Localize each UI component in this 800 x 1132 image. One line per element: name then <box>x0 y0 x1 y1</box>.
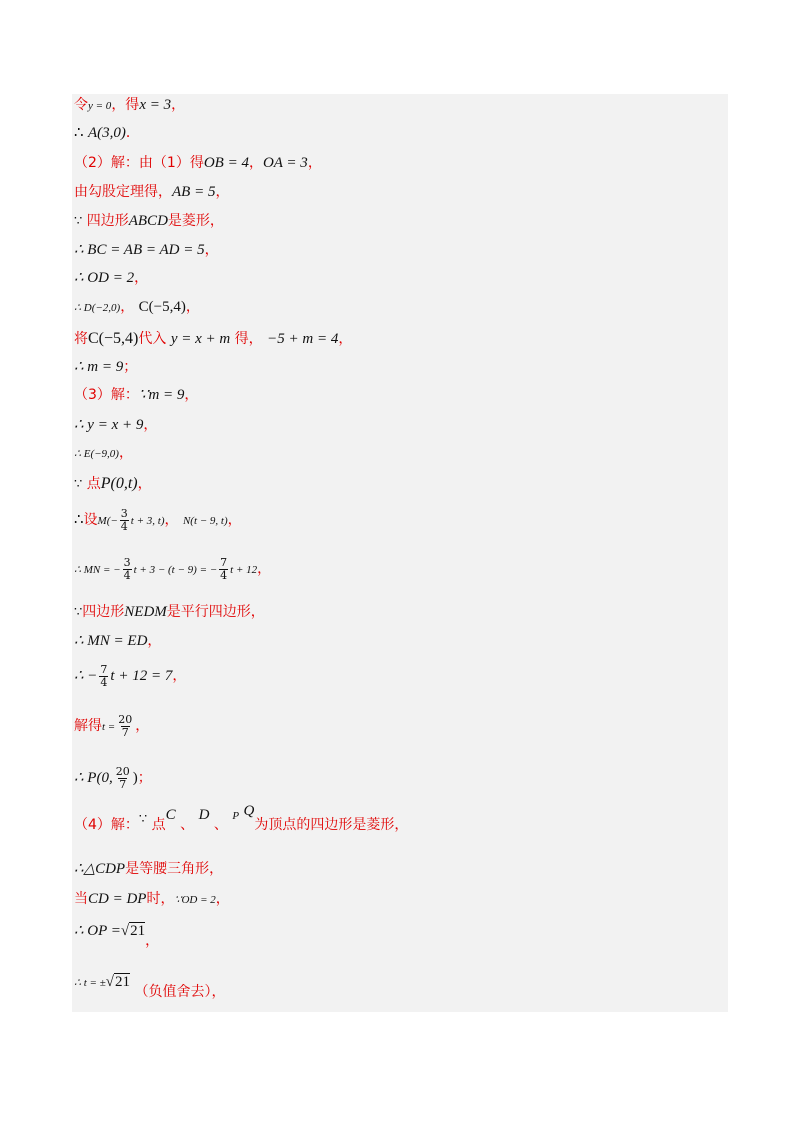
formula: t + 12 = 7 <box>110 668 173 685</box>
line-2 <box>74 126 140 141</box>
formula: ∴ OP = <box>74 923 121 939</box>
text: （2）解：由（1）得 <box>74 155 204 171</box>
text: 、 <box>213 817 228 833</box>
line-4 <box>74 185 229 200</box>
formula: ∴ D(−2,0) <box>74 302 121 314</box>
line-11 <box>74 388 198 403</box>
formula: ∴ P(0, <box>74 770 113 787</box>
line-1 <box>74 98 185 113</box>
text: ， <box>184 387 199 403</box>
text: ，得 <box>111 97 140 113</box>
text: （4）解： <box>74 817 139 833</box>
formula: t = <box>102 721 116 734</box>
text: ； <box>137 770 152 787</box>
text: 将 <box>74 331 88 347</box>
text: ， <box>120 299 135 315</box>
line-21 <box>74 766 152 790</box>
formula: A(3,0) <box>88 125 126 141</box>
line-19 <box>74 664 186 688</box>
text: 是菱形， <box>167 213 224 229</box>
text: 设 <box>83 512 98 529</box>
formula: ∴ − <box>74 668 98 685</box>
fraction: $\frac{7}{4}$ <box>220 556 228 582</box>
text: 是平行四边形， <box>166 604 265 620</box>
formula: D <box>198 807 210 823</box>
line-12 <box>74 418 157 433</box>
line-18 <box>74 634 161 649</box>
formula: y = x + m <box>170 331 231 347</box>
line-14 <box>74 476 152 492</box>
text: ， <box>248 155 263 171</box>
because-symbol: ∵ <box>74 604 83 619</box>
formula: P <box>232 810 240 822</box>
text: 四边形 <box>82 604 125 620</box>
formula: y = 0 <box>88 100 112 112</box>
text: ， <box>257 561 272 578</box>
line-20 <box>74 714 149 738</box>
therefore-symbol: ∴ <box>74 512 84 529</box>
line-7 <box>74 271 148 286</box>
formula: ∴ t = ± <box>74 977 106 989</box>
formula: ∴ MN = ED <box>74 633 148 649</box>
text: 解得 <box>74 718 102 735</box>
text: ， <box>118 445 133 461</box>
text: ， <box>134 270 149 286</box>
text: ， <box>135 718 150 735</box>
text: 为顶点的四边形是菱形， <box>254 817 409 833</box>
sqrt-icon: √ <box>120 923 130 939</box>
text: ， <box>171 97 186 113</box>
formula: ∴ MN = − <box>74 564 121 577</box>
text: ， <box>145 933 160 949</box>
therefore-symbol: ∴ <box>74 125 84 141</box>
radicand: 21 <box>130 923 146 939</box>
formula: ∴ m = 9 <box>74 359 124 375</box>
line-13 <box>74 446 133 460</box>
formula: P(0,t) <box>100 475 138 492</box>
text: ， <box>172 668 187 685</box>
text: 代入 <box>138 331 167 347</box>
fraction: $\frac{3}{4}$ <box>120 507 128 533</box>
line-3 <box>74 156 322 171</box>
formula: ∴ BC = AB = AD = 5 <box>74 242 205 258</box>
text: 令 <box>74 97 88 113</box>
text: ， <box>143 417 158 433</box>
line-17 <box>74 605 265 620</box>
formula: t + 12 <box>230 564 258 577</box>
text: ； <box>123 359 138 375</box>
because-symbol: ∵ <box>138 811 148 826</box>
formula: OA = 3 <box>262 155 308 171</box>
line-24 <box>74 892 230 907</box>
line-10 <box>74 360 137 375</box>
line-16 <box>74 557 271 581</box>
text: ， <box>185 299 200 315</box>
formula: x = 3 <box>139 97 172 113</box>
formula: N(t − 9, t) <box>182 515 228 528</box>
text: ， <box>215 891 230 907</box>
text: ， <box>215 184 230 200</box>
line-5 <box>74 214 224 229</box>
text: 是等腰三角形， <box>125 861 224 877</box>
line-25 <box>74 923 160 949</box>
line-6 <box>74 243 219 258</box>
line-8 <box>74 300 200 315</box>
because-symbol: ∵ <box>74 476 83 491</box>
text: 点 <box>151 817 166 833</box>
fraction: $\frac{3}{4}$ <box>123 556 131 582</box>
text: ， <box>147 633 162 649</box>
formula: C <box>165 807 176 823</box>
line-22 <box>74 803 409 833</box>
text: ， <box>307 155 322 171</box>
text: 时， <box>146 891 175 907</box>
text: 当 <box>74 891 88 907</box>
text: ， <box>164 512 179 529</box>
formula: ) <box>132 770 138 787</box>
line-26 <box>74 974 226 1000</box>
formula: t + 3, t) <box>130 515 165 528</box>
text: ． <box>125 125 140 141</box>
line-23 <box>74 862 223 877</box>
because-symbol: ∵ <box>74 213 83 228</box>
formula: ABCD <box>128 213 168 229</box>
text: 点 <box>86 476 101 492</box>
formula: −5 + m = 4 <box>267 331 339 347</box>
formula: NEDM <box>124 604 167 620</box>
text: 由勾股定理得， <box>74 184 172 200</box>
formula: M(− <box>97 515 118 528</box>
text: 四边形 <box>86 213 129 229</box>
formula: ∵m = 9 <box>138 387 185 403</box>
sqrt-icon: √ <box>105 974 114 990</box>
formula: AB = 5 <box>172 184 216 200</box>
fraction: $\frac{20}{7}$ <box>115 765 130 791</box>
formula: CD = DP <box>88 891 147 907</box>
text: 、 <box>180 817 195 833</box>
formula: C(−5,4) <box>138 299 186 315</box>
formula: ∴ E(−9,0) <box>74 448 119 460</box>
formula: ∴ OD = 2 <box>74 270 135 286</box>
fraction: $\frac{7}{4}$ <box>100 663 108 689</box>
formula: Q <box>243 803 255 819</box>
formula: C(−5,4) <box>88 330 139 347</box>
formula: t + 3 − (t − 9) = − <box>133 564 218 577</box>
text: ， <box>204 242 219 258</box>
formula: OB = 4 <box>203 155 249 171</box>
radicand: 21 <box>115 974 130 990</box>
line-9 <box>74 331 352 347</box>
text: ， <box>338 331 353 347</box>
fraction: $\frac{20}{7}$ <box>118 713 133 739</box>
text: （3）解： <box>74 387 139 403</box>
formula: ∴△CDP <box>74 861 126 877</box>
text: ， <box>227 512 242 529</box>
line-15 <box>74 508 242 532</box>
formula: ∵OD = 2 <box>174 894 216 906</box>
formula: ∴ y = x + 9 <box>74 417 144 433</box>
text: （负值舍去）， <box>134 984 226 1000</box>
text: 得， <box>234 331 263 347</box>
text: ， <box>137 476 152 492</box>
